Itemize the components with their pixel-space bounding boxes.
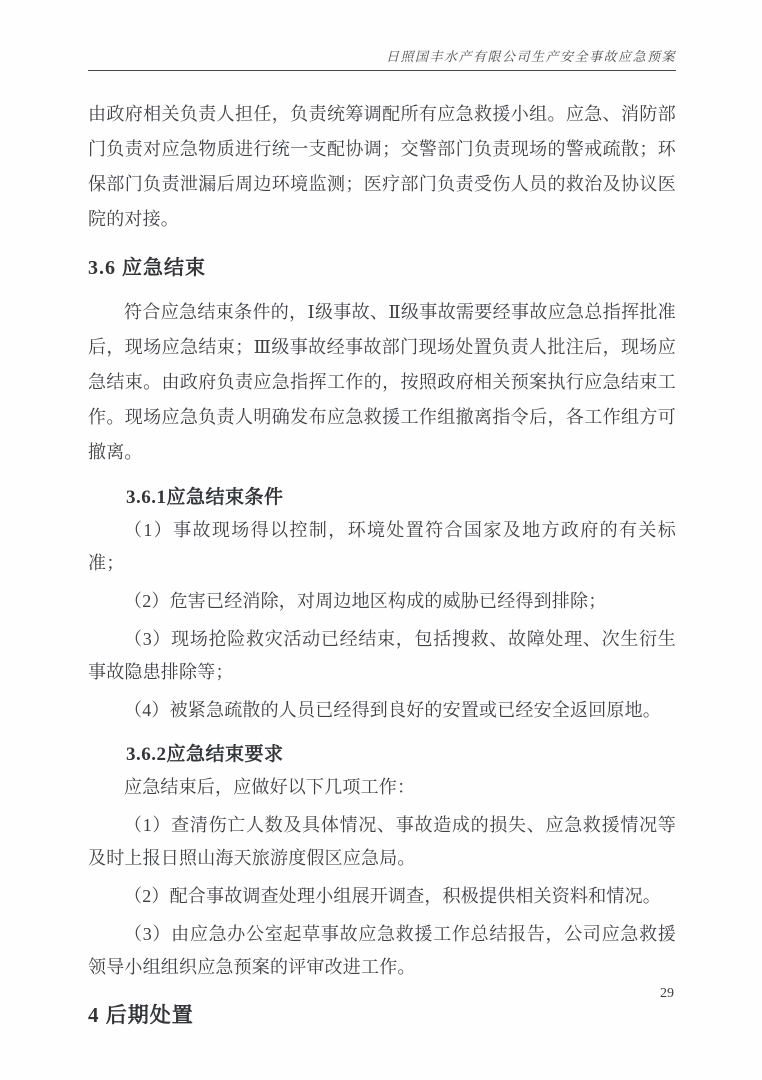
document-body [88, 97, 676, 1030]
condition-item-1: （1）事故现场得以控制，环境处置符合国家及地方政府的有关标准； [88, 520, 676, 573]
requirement-item-2: （2）配合事故调查处理小组展开调查，积极提供相关资料和情况。 [124, 886, 661, 906]
section-3-6-1-heading: 3.6.1应急结束条件 [126, 487, 284, 508]
requirement-item-3: （3）由应急办公室起草事故应急救援工作总结报告，公司应急救援领导小组组织应急预案的评审改进工作。 [88, 924, 676, 977]
section-3-6-2-heading: 3.6.2应急结束要求 [126, 744, 284, 765]
section-3-6-heading: 3.6 应急结束 [88, 257, 206, 279]
header-divider [88, 70, 676, 71]
section-4-heading: 4 后期处置 [88, 1003, 194, 1027]
requirement-item-1: （1）查清伤亡人数及具体情况、事故造成的损失、应急救援情况等及时上报日照山海天旅游度假区应急局。 [88, 815, 676, 868]
condition-item-4: （4）被紧急疏散的人员已经得到良好的安置或已经安全返回原地。 [124, 700, 661, 720]
requirements-intro: 应急结束后，应做好以下几项工作： [124, 777, 416, 797]
paragraph-continuation: 由政府相关负责人担任，负责统筹调配所有应急救援小组。应急、消防部门负责对应急物质进行统一支配协调；交警部门负责现场的警戒疏散；环保部门负责泄漏后周边环境监测；医疗部门负责受伤人员的救治及协议医院的对接。 [88, 104, 676, 229]
condition-item-3: （3）现场抢险救灾活动已经结束，包括搜救、故障处理、次生衍生事故隐患排除等； [88, 629, 676, 682]
page-number: 29 [660, 986, 674, 1001]
section-3-6-paragraph: 符合应急结束条件的，Ⅰ级事故、Ⅱ级事故需要经事故应急总指挥批准后，现场应急结束；Ⅲ级事故经事故部门现场处置负责人批注后，现场应急结束。由政府负责应急指挥工作的，按照政府相关预案执行应急结束工作。现场应急负责人明确发布应急救援工作组撤离指令后，各工作组方可撤离。 [88, 302, 676, 462]
page-header-title: 日照国丰水产有限公司生产安全事故应急预案 [385, 49, 676, 64]
condition-item-2: （2）危害已经消除，对周边地区构成的威胁已经得到排除； [124, 591, 607, 611]
